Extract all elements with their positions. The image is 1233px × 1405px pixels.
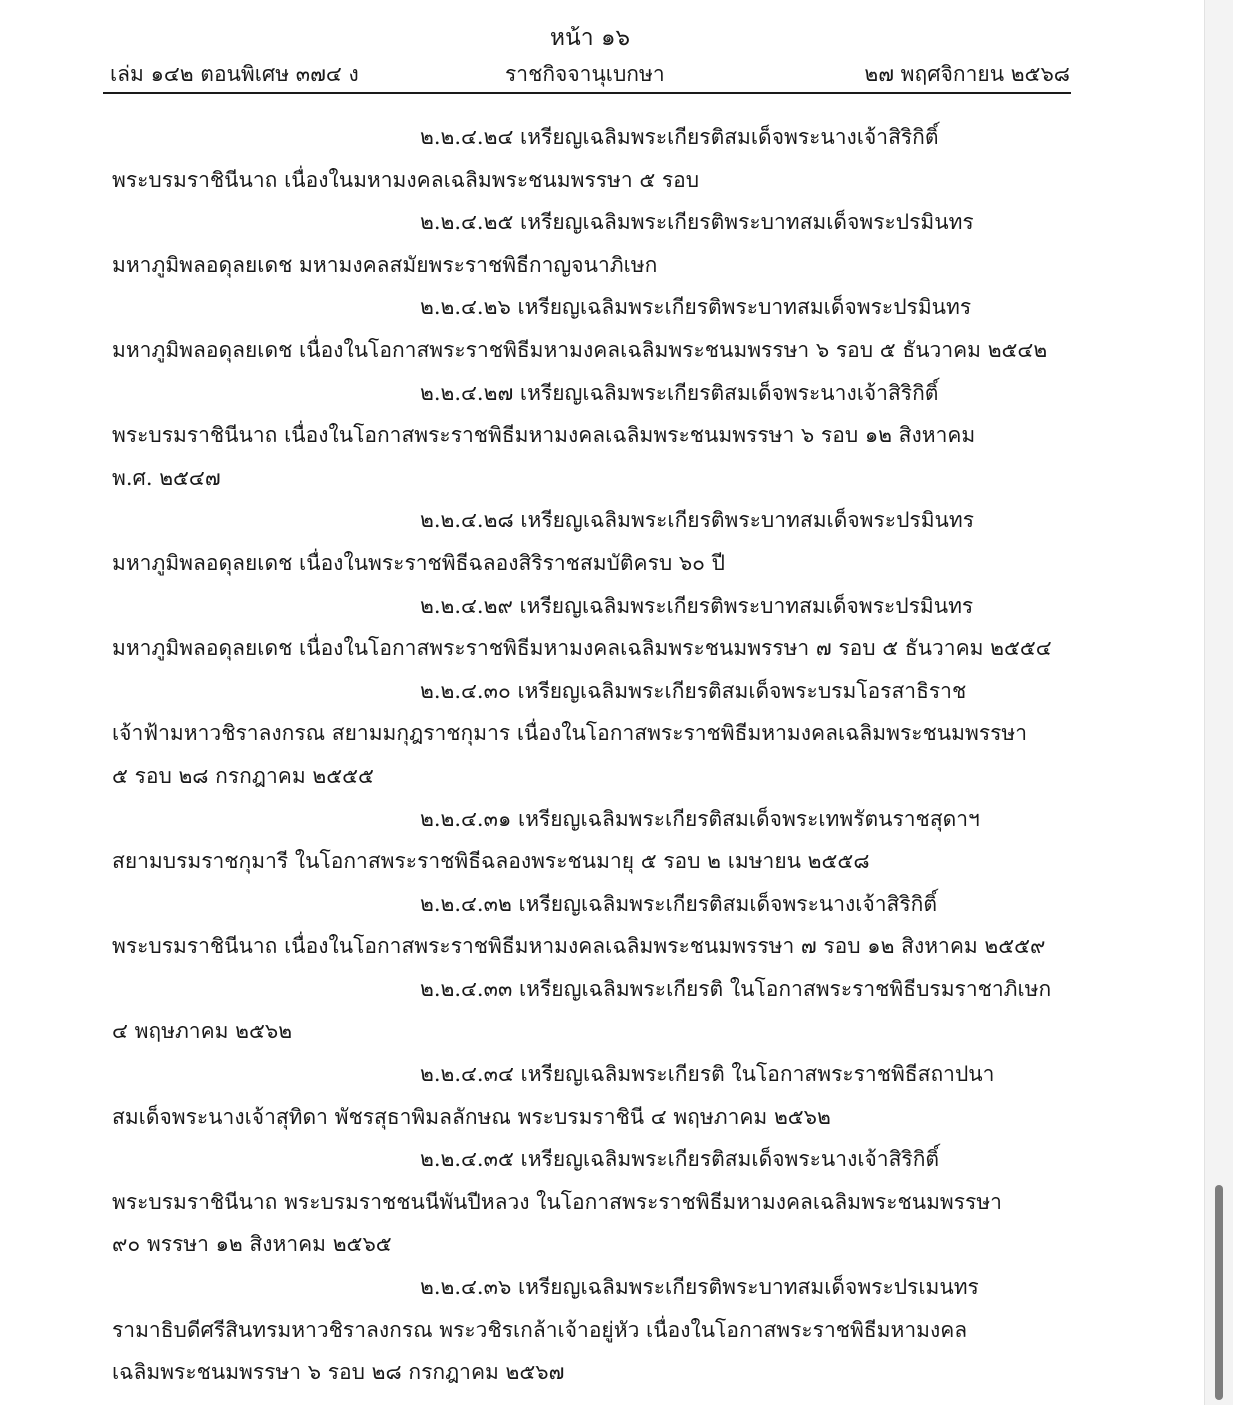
item-text: พระบรมราชินีนาถ พระบรมราชชนนีพันปีหลวง ในโอกาสพระราชพิธีมหามงคลเฉลิมพระชนมพรรษา <box>112 1189 1002 1214</box>
item-heading: ๒.๒.๔.๒๙ เหรียญเฉลิมพระเกียรติพระบาทสมเด็จพระปรมินทร <box>420 593 974 618</box>
item-heading: ๒.๒.๔.๓๔ เหรียญเฉลิมพระเกียรติ ในโอกาสพระราชพิธีสถาปนา <box>420 1062 995 1087</box>
item-text: รามาธิบดีศรีสินทรมหาวชิราลงกรณ พระวชิรเกล้าเจ้าอยู่หัว เนื่องในโอกาสพระราชพิธีมหามงคล <box>112 1317 968 1342</box>
item-heading: ๒.๒.๔.๓๖ เหรียญเฉลิมพระเกียรติพระบาทสมเด็จพระปรเมนทร <box>420 1275 979 1300</box>
item-heading: ๒.๒.๔.๒๔ เหรียญเฉลิมพระเกียรติสมเด็จพระนางเจ้าสิริกิติ์ <box>420 125 939 149</box>
item-text: มหาภูมิพลอดุลยเดช เนื่องในพระราชพิธีฉลองสิริราชสมบัติครบ ๖๐ ปี <box>112 550 726 575</box>
item-text: เฉลิมพระชนมพรรษา ๖ รอบ ๒๘ กรกฎาคม ๒๕๖๗ <box>112 1360 565 1385</box>
item-heading: ๒.๒.๔.๓๑ เหรียญเฉลิมพระเกียรติสมเด็จพระเทพรัตนราชสุดาฯ <box>420 806 980 831</box>
item-text: พระบรมราชินีนาถ เนื่องในโอกาสพระราชพิธีมหามงคลเฉลิมพระชนมพรรษา ๗ รอบ ๑๒ สิงหาคม ๒๕๕๙ <box>112 934 1046 959</box>
item-text: พ.ศ. ๒๕๔๗ <box>112 465 221 490</box>
scrollbar-thumb[interactable] <box>1215 1185 1223 1400</box>
document-body <box>112 116 1062 1394</box>
item-text: พระบรมราชินีนาถ เนื่องในโอกาสพระราชพิธีมหามงคลเฉลิมพระชนมพรรษา ๖ รอบ ๑๒ สิงหาคม <box>112 423 976 448</box>
item-heading: ๒.๒.๔.๒๕ เหรียญเฉลิมพระเกียรติพระบาทสมเด็จพระปรมินทร <box>420 210 974 235</box>
item-heading: ๒.๒.๔.๓๐ เหรียญเฉลิมพระเกียรติสมเด็จพระบรมโอรสาธิราช <box>420 678 967 703</box>
item-heading: ๒.๒.๔.๓๕ เหรียญเฉลิมพระเกียรติสมเด็จพระนางเจ้าสิริกิติ์ <box>420 1147 940 1172</box>
item-text: สยามบรมราชกุมารี ในโอกาสพระราชพิธีฉลองพระชนมายุ ๕ รอบ ๒ เมษายน ๒๕๕๘ <box>112 849 870 874</box>
publication-date: ๒๗ พฤศจิกายน ๒๕๖๘ <box>864 62 1070 86</box>
item-text: มหาภูมิพลอดุลยเดช เนื่องในโอกาสพระราชพิธีมหามงคลเฉลิมพระชนมพรรษา ๖ รอบ ๕ ธันวาคม ๒๕๔๒ <box>112 337 1048 362</box>
item-heading: ๒.๒.๔.๓๒ เหรียญเฉลิมพระเกียรติสมเด็จพระนางเจ้าสิริกิติ์ <box>420 891 937 916</box>
item-heading: ๒.๒.๔.๒๗ เหรียญเฉลิมพระเกียรติสมเด็จพระนางเจ้าสิริกิติ์ <box>420 380 939 405</box>
vertical-scrollbar[interactable] <box>1204 0 1233 1405</box>
item-heading: ๒.๒.๔.๒๖ เหรียญเฉลิมพระเกียรติพระบาทสมเด็จพระปรมินทร <box>420 295 972 320</box>
item-heading: ๒.๒.๔.๒๘ เหรียญเฉลิมพระเกียรติพระบาทสมเด็จพระปรมินทร <box>420 508 975 533</box>
publication-name: ราชกิจจานุเบกษา <box>505 62 665 86</box>
gazette-header <box>105 58 1070 88</box>
item-text: พระบรมราชินีนาถ เนื่องในมหามงคลเฉลิมพระชนมพรรษา ๕ รอบ <box>112 167 700 192</box>
item-text: เจ้าฟ้ามหาวชิราลงกรณ สยามมกุฎราชกุมาร เนื่องในโอกาสพระราชพิธีมหามงคลเฉลิมพระชนมพรรษา <box>112 721 1028 746</box>
item-heading: ๒.๒.๔.๓๓ เหรียญเฉลิมพระเกียรติ ในโอกาสพระราชพิธีบรมราชาภิเษก <box>420 976 1052 1001</box>
header-divider <box>103 92 1071 94</box>
item-text: มหาภูมิพลอดุลยเดช เนื่องในโอกาสพระราชพิธีมหามงคลเฉลิมพระชนมพรรษา ๗ รอบ ๕ ธันวาคม ๒๕๕๔ <box>112 636 1052 661</box>
item-text: สมเด็จพระนางเจ้าสุทิดา พัชรสุธาพิมลลักษณ พระบรมราชินี ๔ พฤษภาคม ๒๕๖๒ <box>112 1104 831 1129</box>
item-text: ๕ รอบ ๒๘ กรกฎาคม ๒๕๕๕ <box>112 763 374 788</box>
volume-info: เล่ม ๑๔๒ ตอนพิเศษ ๓๗๔ ง <box>110 62 359 86</box>
page-number: หน้า ๑๖ <box>549 25 631 51</box>
item-text: มหาภูมิพลอดุลยเดช มหามงคลสมัยพระราชพิธีกาญจนาภิเษก <box>112 252 658 277</box>
item-text: ๔ พฤษภาคม ๒๕๖๒ <box>112 1019 293 1044</box>
item-text: ๙๐ พรรษา ๑๒ สิงหาคม ๒๕๖๕ <box>112 1232 392 1257</box>
